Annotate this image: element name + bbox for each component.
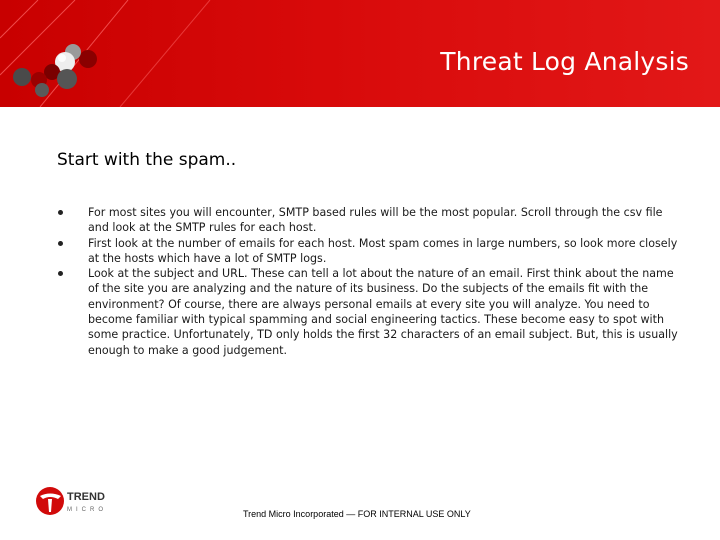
bullet-item [57, 205, 682, 236]
bullet-dot-icon [58, 241, 63, 246]
bullet-list [57, 205, 682, 358]
bullet-item [57, 266, 682, 358]
logo-word-trend: TREND [67, 491, 105, 503]
trend-micro-logo-icon [34, 484, 124, 524]
footer-text: Trend Micro Incorporated — FOR INTERNAL USE ONLY [243, 509, 471, 519]
bullet-text: For most sites you will encounter, SMTP based rules will be the most popular. Scroll through the csv file and look at the SMTP rules for each host. [88, 206, 663, 235]
bullet-dot-icon [58, 271, 63, 276]
bullet-text: Look at the subject and URL. These can tell a lot about the nature of an email. First think about the name of the site you are analyzing and the nature of its business. Do the subjects of the emails fit with the environment? Of course, there are always personal emails at every site you will analyze. You need to become familiar with typical spamming and social engineering tactics. These become easy to spot with some practice. Unfortunately, TD only holds the first 32 characters of an email subject. But, this is usually enough to make a good judgement. [88, 267, 678, 357]
title-banner [0, 0, 720, 107]
bullet-text: First look at the number of emails for each host. Most spam comes in large numbers, so look more closely at the hosts which have a lot of SMTP logs. [88, 236, 678, 265]
logo-word-micro: MICRO [67, 507, 107, 513]
bullet-item [57, 236, 682, 267]
bullet-dot-icon [58, 210, 63, 215]
slide-subtitle: Start with the spam.. [57, 150, 237, 170]
slide-title: Threat Log Analysis [440, 47, 689, 76]
molecule-graphic [0, 38, 105, 98]
